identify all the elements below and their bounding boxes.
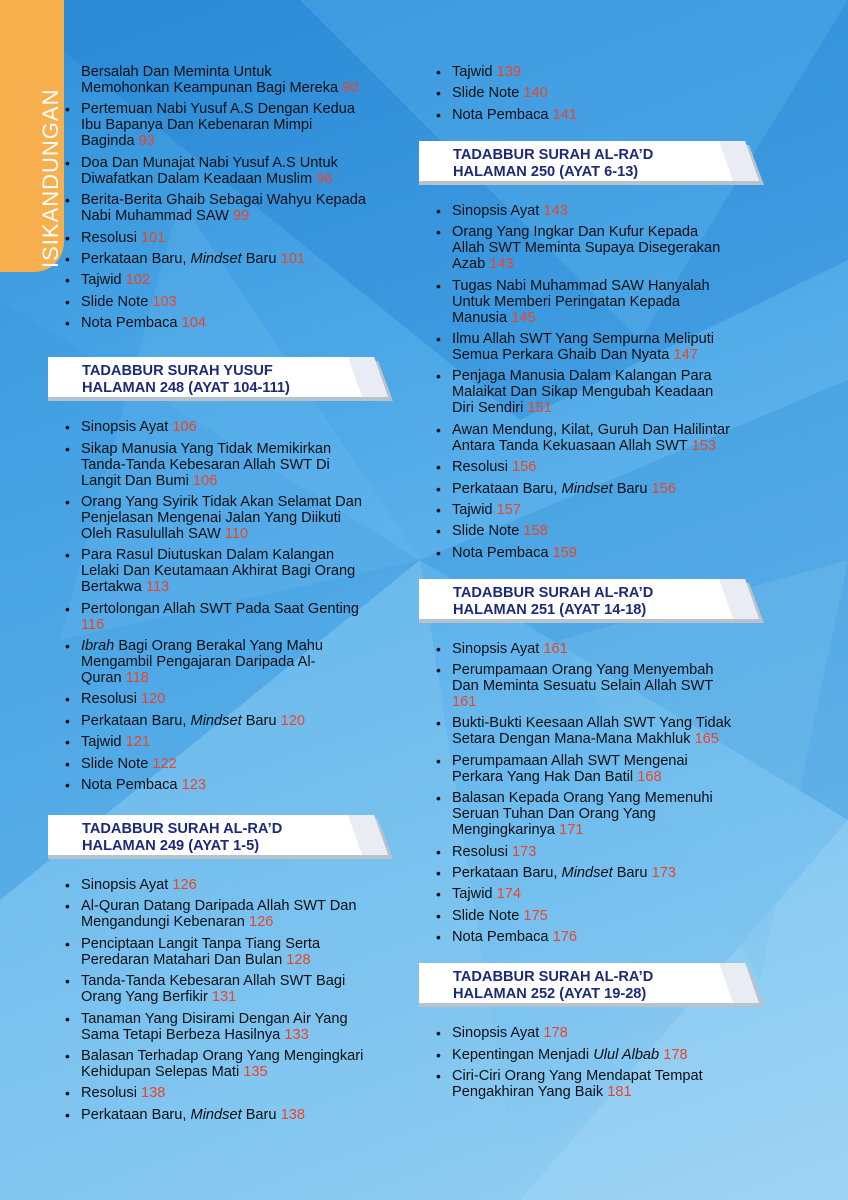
entry-text: Doa Dan Munajat Nabi Yusuf A.S Untuk [81,154,338,171]
toc-entry [62,315,407,331]
entry-text: Nota Pembaca [81,315,178,332]
entry-text: Mengingkarinya [452,822,556,839]
section-title: TADABBUR SURAH AL-RA’D [453,584,654,601]
entry-text: Sinopsis Ayat [81,419,169,436]
toc-entry [433,662,803,710]
entry-text: Perumpamaan Orang Yang Menyembah [452,662,714,679]
entry-text: Bagi Orang Berakal Yang Mahu [118,638,324,655]
toc-entry [62,251,407,267]
entry-text: Bertakwa [81,579,142,596]
toc-entry [62,1107,407,1123]
page-number: 118 [125,670,149,687]
page-number: 102 [125,272,150,289]
toc-entry [433,422,803,454]
toc-entry [62,601,407,633]
entry-text: Baru [241,250,277,267]
page-number: 90 [342,80,359,96]
toc-entry [433,715,803,747]
toc-entry [62,1048,407,1080]
entry-text: Ibu Bapanya Dan Kebenaran Mimpi [81,117,313,134]
page-number: 120 [280,712,305,729]
toc-entry [62,192,407,224]
section-subtitle: HALAMAN 248 (AYAT 104-111) [82,380,290,397]
toc-entry [433,886,803,902]
page-number: 101 [280,250,305,267]
page-number: 106 [172,419,197,436]
right-intro-list [433,64,803,123]
page-number: 147 [673,346,698,363]
entry-text: Awan Mendung, Kilat, Guruh Dan Halilintar [452,421,730,438]
entry-text: Berita-Berita Ghaib Sebagai Wahyu Kepada [81,192,367,209]
page-number: 174 [496,886,521,903]
entry-text: Sinopsis Ayat [452,202,540,219]
entry-text: Tajwid [452,886,493,903]
page-number: 120 [141,691,166,708]
section-title: TADABBUR SURAH YUSUF [82,363,273,380]
page-number: 138 [280,1106,305,1123]
entry-text: Tajwid [81,272,122,289]
toc-entry [62,64,407,96]
toc-entry [433,107,803,123]
entry-text: Nabi Muhammad SAW [81,208,229,225]
entry-text: Slide Note [452,907,520,924]
side-tab [0,0,64,272]
toc-entry [62,638,407,686]
entry-text: Baru [241,1106,277,1123]
toc-entry [62,155,407,187]
page-number: 153 [691,437,716,454]
entry-text: Tanda-Tanda Kebesaran Allah SWT Di [81,456,330,473]
page-number: 106 [192,472,218,489]
page-number: 116 [81,616,105,633]
entry-text: Seruan Tuhan Dan Orang Yang [452,806,656,823]
toc-entry [62,756,407,772]
toc-entry [433,641,803,657]
page-number: 158 [523,523,548,540]
page-number: 122 [152,755,177,772]
entry-text: Orang Yang Ingkar Dan Kufur Kepada [452,224,699,241]
page-number: 178 [543,1025,568,1042]
page-number: 165 [694,731,719,748]
section-list-rad-251 [433,641,803,946]
entry-text: Ilmu Allah SWT Yang Sempurna Meliputi [452,330,715,347]
entry-text: Dan Meminta Sesuatu Selain Allah SWT [452,678,714,695]
entry-text: Setara Dengan Mana-Mana Makhluk [452,731,691,748]
page-number: 101 [141,229,166,246]
toc-entry [62,419,407,435]
entry-text: Mengandungi Kebenaran [81,914,245,931]
toc-entry [62,547,407,595]
entry-text: Bersalah Dan Meminta Untuk [81,64,272,80]
entry-text: Tajwid [81,734,122,751]
page-number: 156 [651,480,676,497]
entry-text: Manusia [452,309,508,326]
entry-text: Tanda-Tanda Kebesaran Allah SWT Bagi [81,973,346,990]
page-number: 145 [511,309,536,326]
entry-text: Tajwid [452,64,493,80]
page-number: 141 [552,106,577,123]
toc-entry [62,936,407,968]
toc-entry [62,691,407,707]
toc-entry [433,844,803,860]
section-subtitle: HALAMAN 249 (AYAT 1-5) [82,838,260,855]
section-title: TADABBUR SURAH AL-RA’D [453,146,654,163]
right-column [433,64,803,1105]
page-number: 161 [543,640,568,657]
entry-italic: Mindset [190,712,242,729]
page-number: 126 [172,877,197,894]
toc-entry [433,224,803,272]
toc-entry [62,973,407,1005]
entry-text: Allah SWT Meminta Supaya Disegerakan [452,240,721,257]
entry-italic: Mindset [561,865,613,882]
entry-text: Tanaman Yang Disirami Dengan Air Yang [81,1010,348,1027]
entry-text: Nota Pembaca [452,929,549,946]
left-intro-list [62,64,407,331]
entry-text: Balasan Kepada Orang Yang Memenuhi [452,790,713,807]
page-number: 140 [523,85,548,102]
entry-italic: Mindset [561,480,613,497]
entry-text: Slide Note [452,85,520,102]
entry-text: Baru [241,712,277,729]
toc-entry [62,494,407,542]
entry-text: Langit Dan Bumi [81,472,189,489]
page-number: 110 [224,525,249,542]
toc-entry [433,908,803,924]
toc-entry [433,865,803,881]
entry-text: Kehidupan Selepas Mati [81,1063,240,1080]
entry-italic: Mindset [190,1106,242,1123]
entry-text: Balasan Terhadap Orang Yang Mengingkari [81,1047,364,1064]
entry-text: Baru [612,480,648,497]
page-number: 171 [559,822,584,839]
entry-text: Semua Perkara Ghaib Dan Nyata [452,346,670,363]
toc-entry [433,523,803,539]
page-number: 156 [512,459,537,476]
page-number: 131 [211,989,237,1006]
page-number: 128 [286,951,311,968]
section-subtitle: HALAMAN 252 (AYAT 19-28) [453,986,647,1003]
entry-text: Diwafatkan Dalam Keadaan Muslim [81,170,313,187]
entry-text: Ciri-Ciri Orang Yang Mendapat Tempat [452,1067,703,1084]
entry-text: Lelaki Dan Keutamaan Akhirat Bagi Orang [81,563,356,580]
entry-text: Kepentingan Menjadi [452,1046,590,1063]
entry-text: Baru [612,865,648,882]
page-number: 143 [489,256,514,273]
toc-entry [62,441,407,489]
entry-text: Al-Quran Datang Daripada Allah SWT Dan [81,898,357,915]
toc-entry [62,1085,407,1101]
toc-entry [433,481,803,497]
entry-text: Nota Pembaca [81,777,178,794]
entry-text: Orang Yang Berfikir [81,989,208,1006]
page-number: 151 [527,400,552,417]
toc-entry [433,278,803,326]
section-title: TADABBUR SURAH AL-RA’D [453,969,654,986]
entry-text: Para Rasul Diutuskan Dalam Kalangan [81,547,335,564]
page-number: 104 [181,315,206,332]
toc-entry [433,203,803,219]
page-number: 159 [552,544,577,561]
page-number: 138 [141,1085,166,1102]
page-number: 99 [232,208,250,225]
page-number: 176 [552,929,577,946]
toc-entry [433,459,803,475]
entry-text: Oleh Rasulullah SAW [81,525,221,542]
page-number: 175 [523,907,548,924]
entry-italic: Mindset [190,250,242,267]
entry-text: Azab [452,256,486,273]
toc-entry [433,1068,803,1100]
entry-text: Pertolongan Allah SWT Pada Saat Genting [81,600,360,617]
section-list-rad-252 [433,1025,803,1100]
page-number: 103 [152,293,177,310]
page-number: 139 [496,64,521,80]
entry-text: Peredaran Matahari Dan Bulan [81,951,283,968]
entry-text: Resolusi [81,1085,137,1102]
page-number: 113 [145,579,170,596]
entry-text: Pengakhiran Yang Baik [452,1083,604,1100]
toc-entry [433,85,803,101]
entry-text: Mengambil Pengajaran Daripada Al- [81,654,316,671]
toc-entry [433,64,803,80]
page-number: 173 [512,843,537,860]
entry-text: Perumpamaan Allah SWT Mengenai [452,752,688,769]
toc-entry [433,502,803,518]
entry-text: Slide Note [452,523,520,540]
page-number: 133 [284,1026,309,1043]
section-list-rad-250 [433,203,803,561]
toc-entry [433,545,803,561]
entry-text: Slide Note [81,755,149,772]
section-list-yusuf [62,419,407,793]
entry-text: Perkara Yang Hak Dan Batil [452,768,634,785]
entry-text: Perkataan Baru, [81,250,187,267]
section-subtitle: HALAMAN 251 (AYAT 14-18) [453,601,647,618]
page-number: 93 [138,133,155,150]
entry-text: Tajwid [452,501,493,518]
entry-text: Perkataan Baru, [81,712,187,729]
toc-entry [433,929,803,945]
page-number: 168 [637,768,662,785]
entry-text: Sinopsis Ayat [81,877,169,894]
entry-italic: Ibrah [81,638,119,655]
entry-text: Penciptaan Langit Tanpa Tiang Serta [81,935,321,952]
entry-text: Nota Pembaca [452,544,549,561]
entry-text: Perkataan Baru, [452,865,558,882]
entry-text: Diri Sendiri [452,400,524,417]
section-banner-rad-249 [48,815,407,861]
toc-entry [433,368,803,416]
page-number: 123 [181,777,206,794]
section-banner-rad-252 [419,963,803,1009]
side-tab-label: ISIKANDUNGAN [38,88,63,268]
section-subtitle: HALAMAN 250 (AYAT 6-13) [453,163,639,180]
entry-text: Orang Yang Syirik Tidak Akan Selamat Dan [81,493,362,510]
entry-text: Sama Tetapi Berbeza Hasilnya [81,1026,281,1043]
page-number: 173 [651,865,676,882]
toc-entry [433,1047,803,1063]
section-list-rad-249 [62,877,407,1123]
toc-entry [62,294,407,310]
entry-text: Slide Note [81,293,149,310]
entry-text: Quran [81,670,122,687]
entry-text: Bukti-Bukti Keesaan Allah SWT Yang Tidak [452,715,732,732]
toc-entry [62,877,407,893]
toc-entry [62,734,407,750]
section-banner-yusuf [48,357,407,403]
page-number: 181 [607,1083,632,1100]
section-banner-rad-250 [419,141,803,187]
toc-entry [62,272,407,288]
entry-text: Baginda [81,133,135,150]
toc-entry [433,753,803,785]
page-number: 178 [663,1046,688,1063]
toc-entry [433,790,803,838]
entry-text: Sinopsis Ayat [452,1025,540,1042]
page-number: 143 [543,202,568,219]
toc-entry [62,230,407,246]
entry-text: Perkataan Baru, [81,1106,187,1123]
page-number: 126 [248,914,274,931]
section-title: TADABBUR SURAH AL-RA’D [82,821,283,838]
page-number: 135 [243,1063,268,1080]
section-banner-rad-251 [419,579,803,625]
entry-text: Antara Tanda Kekuasaan Allah SWT [452,437,688,454]
toc-entry [62,898,407,930]
entry-text: Resolusi [452,843,508,860]
page-number: 161 [452,694,477,711]
page-number: 96 [316,170,333,187]
entry-text: Sikap Manusia Yang Tidak Memikirkan [81,440,332,457]
toc-entry [62,101,407,149]
page-number: 157 [496,501,521,518]
entry-text: Nota Pembaca [452,106,549,123]
left-column [62,64,407,1128]
entry-text: Resolusi [452,459,508,476]
entry-text: Resolusi [81,229,137,246]
toc-entry [62,713,407,729]
entry-text: Sinopsis Ayat [452,640,540,657]
toc-entry [433,1025,803,1041]
toc-entry [433,331,803,363]
entry-italic: Ulul Albab [593,1046,660,1063]
entry-text: Resolusi [81,691,137,708]
toc-entry [62,1011,407,1043]
page-number: 121 [125,734,150,751]
entry-text: Tugas Nabi Muhammad SAW Hanyalah [452,277,710,294]
toc-entry [62,777,407,793]
entry-text: Memohonkan Keampunan Bagi Mereka [81,80,339,96]
entry-text: Malaikat Dan Sikap Mengubah Keadaan [452,384,714,401]
entry-text: Penjaga Manusia Dalam Kalangan Para [452,368,712,385]
entry-text: Pertemuan Nabi Yusuf A.S Dengan Kedua [81,101,355,118]
entry-text: Penjelasan Mengenai Jalan Yang Diikuti [81,509,341,526]
entry-text: Perkataan Baru, [452,480,558,497]
entry-text: Untuk Memberi Peringatan Kepada [452,293,680,310]
